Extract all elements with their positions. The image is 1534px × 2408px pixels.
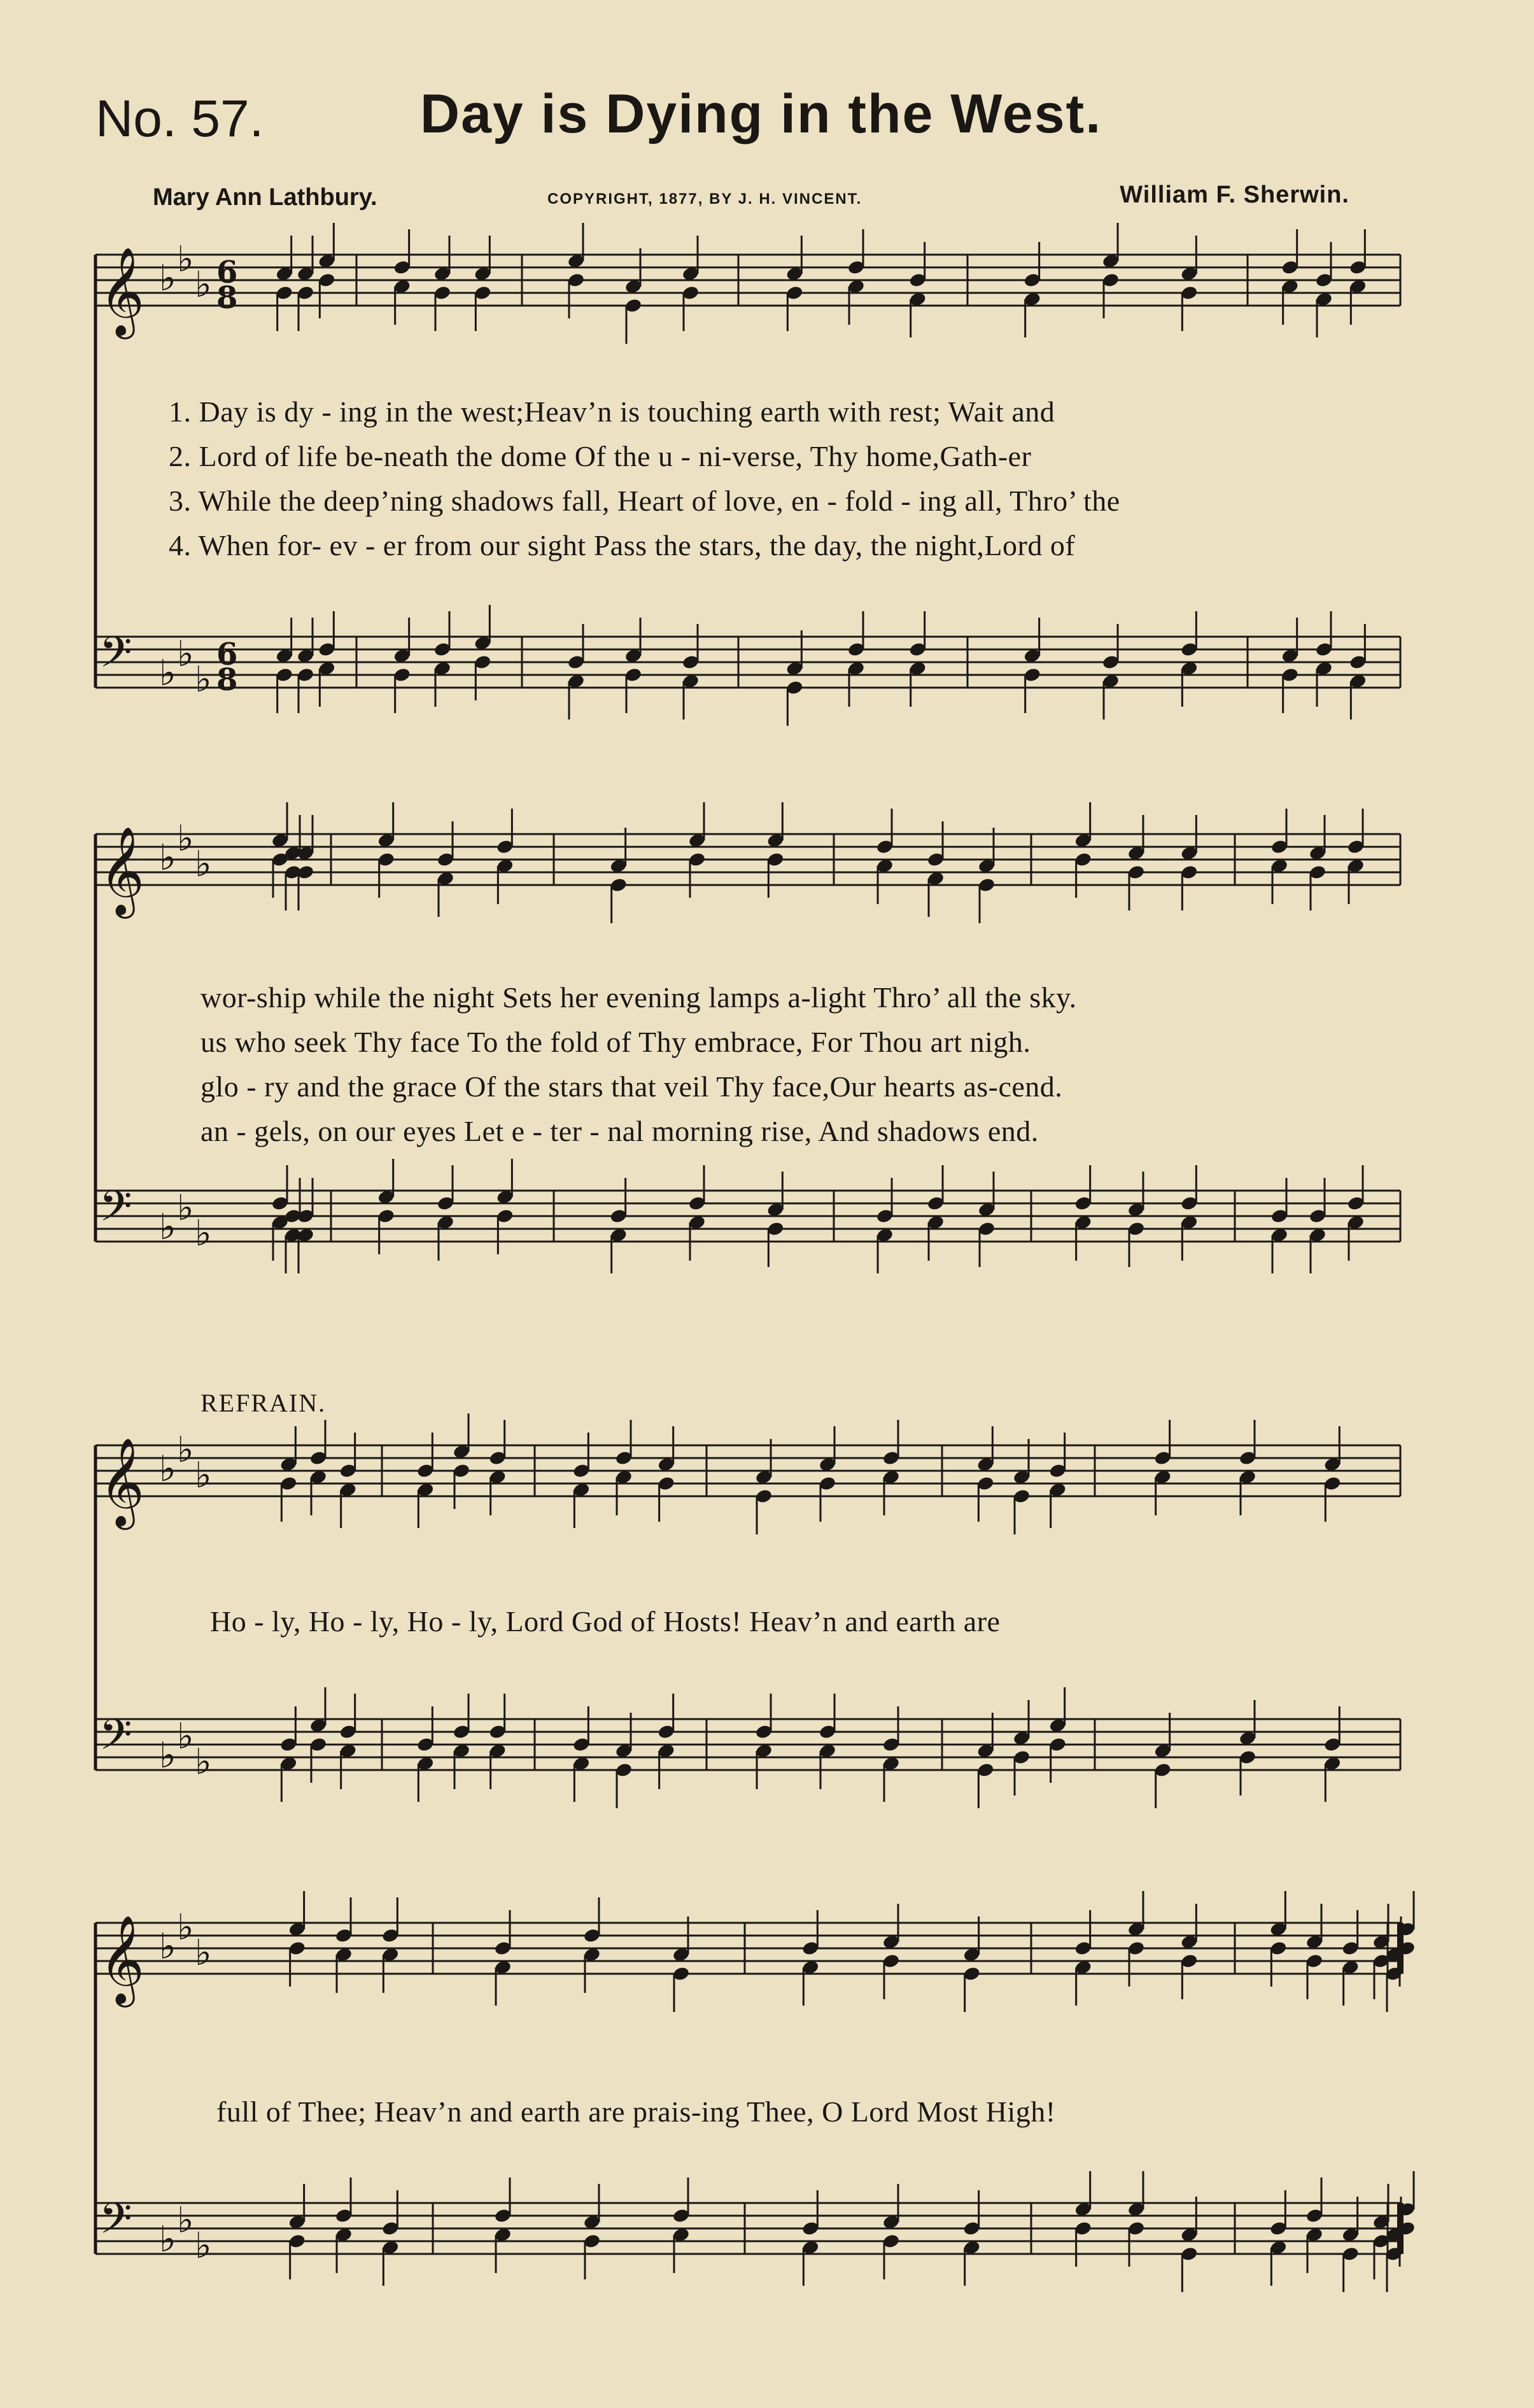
verse-3-line-1: 3. While the deep’ning shadows fall, Heart of love, en - fold - ing all, Thro’ the xyxy=(169,485,1120,517)
flat-sign-icon: ♭ xyxy=(177,818,194,860)
flat-sign-icon: ♭ xyxy=(159,1926,176,1967)
flat-sign-icon: ♭ xyxy=(195,2225,212,2267)
time-signature-bottom: 8 xyxy=(216,662,238,698)
flat-sign-icon: ♭ xyxy=(177,1429,194,1471)
flat-sign-icon: ♭ xyxy=(159,1448,176,1490)
flat-sign-icon: ♭ xyxy=(195,1455,212,1496)
bass-clef-icon: 𝄢 xyxy=(99,1182,132,1241)
bass-clef-icon: 𝄢 xyxy=(99,628,132,687)
verse-1-line-1: 1. Day is dy - ing in the west;Heav’n is touching earth with rest; Wait and xyxy=(169,395,1055,428)
flat-sign-icon: ♭ xyxy=(195,659,212,700)
flat-sign-icon: ♭ xyxy=(195,1932,212,1974)
flat-sign-icon: ♭ xyxy=(177,239,194,280)
copyright-notice: COPYRIGHT, 1877, BY J. H. VINCENT. xyxy=(547,190,862,208)
time-signature-top: 6 xyxy=(216,637,238,672)
flat-sign-icon: ♭ xyxy=(159,653,176,694)
flat-sign-icon: ♭ xyxy=(159,1735,176,1776)
flat-sign-icon: ♭ xyxy=(177,1716,194,1757)
flat-sign-icon: ♭ xyxy=(195,264,212,306)
verse-4-line-2: an - gels, on our eyes Let e - ter - nal morning rise, And shadows end. xyxy=(201,1115,1039,1147)
flat-sign-icon: ♭ xyxy=(195,1213,212,1254)
lyricist-credit: Mary Ann Lathbury. xyxy=(153,184,377,211)
flat-sign-icon: ♭ xyxy=(159,2219,176,2260)
flat-sign-icon: ♭ xyxy=(159,1207,176,1248)
bass-clef-icon: 𝄢 xyxy=(99,1710,132,1769)
hymn-title: Day is Dying in the West. xyxy=(420,83,1102,145)
hymn-number: No. 57. xyxy=(95,90,264,148)
flat-sign-icon: ♭ xyxy=(195,1741,212,1783)
time-signature-bottom: 8 xyxy=(216,280,238,316)
verse-4-line-1: 4. When for- ev - er from our sight Pass the stars, the day, the night,Lord of xyxy=(169,529,1076,562)
treble-clef-icon: 𝄞 xyxy=(99,826,144,915)
treble-clef-icon: 𝄞 xyxy=(99,247,144,336)
flat-sign-icon: ♭ xyxy=(159,258,176,299)
refrain-label: REFRAIN. xyxy=(201,1389,327,1417)
time-signature-top: 6 xyxy=(216,255,238,290)
verse-2-line-2: us who seek Thy face To the fold of Thy embrace, For Thou art nigh. xyxy=(201,1026,1031,1058)
flat-sign-icon: ♭ xyxy=(159,837,176,879)
verse-3-line-2: glo - ry and the grace Of the stars that veil Thy face,Our hearts as-cend. xyxy=(201,1070,1063,1103)
flat-sign-icon: ♭ xyxy=(177,2200,194,2241)
treble-clef-icon: 𝄞 xyxy=(99,1438,144,1526)
treble-clef-icon: 𝄞 xyxy=(99,1915,144,2004)
composer-credit: William F. Sherwin. xyxy=(1120,181,1349,208)
flat-sign-icon: ♭ xyxy=(177,1187,194,1229)
refrain-line-1: Ho - ly, Ho - ly, Ho - ly, Lord God of Hosts! Heav’n and earth are xyxy=(210,1605,1001,1638)
bass-clef-icon: 𝄢 xyxy=(99,2194,132,2253)
refrain-line-2: full of Thee; Heav’n and earth are prais-ing Thee, O Lord Most High! xyxy=(216,2095,1056,2128)
flat-sign-icon: ♭ xyxy=(177,1907,194,1948)
flat-sign-icon: ♭ xyxy=(177,634,194,675)
verse-1-line-2: wor-ship while the night Sets her evening lamps a-light Thro’ all the sky. xyxy=(201,981,1077,1014)
verse-2-line-1: 2. Lord of life be-neath the dome Of the u - ni-verse, Thy home,Gath-er xyxy=(169,440,1032,472)
flat-sign-icon: ♭ xyxy=(195,844,212,885)
